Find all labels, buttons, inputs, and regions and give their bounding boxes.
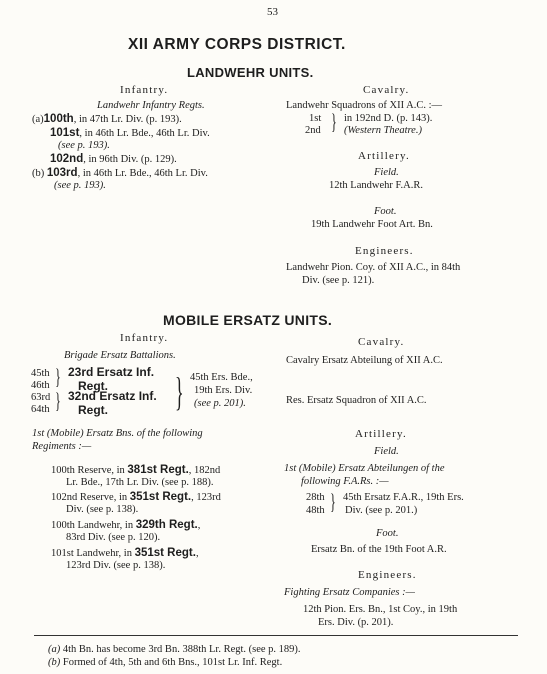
entry-text: , in 47th Lr. Div. (p. 193).: [73, 114, 182, 125]
cavalry-squadron: 2nd: [305, 125, 321, 136]
far-number: 48th: [306, 505, 325, 516]
mobile-entry-cont: 123rd Div. (see p. 138).: [66, 560, 166, 571]
ersatz-regiment-cont: Regt.: [78, 379, 108, 393]
entry-text: , in 46th Lr. Bde., 46th Lr. Div.: [79, 128, 210, 139]
mobile-entry-cont: 83rd Div. (see p. 120).: [66, 532, 161, 543]
mobile-entry: [51, 464, 220, 477]
mobile-heading: Regiments :—: [32, 441, 92, 452]
engineers-text: Div. (see p. 121).: [302, 275, 375, 286]
brace-symbol: }: [175, 369, 184, 414]
regiment-number: 329th Regt.: [135, 519, 198, 531]
mobile-entry-cont: Lr. Bde., 17th Lr. Div. (see p. 188).: [66, 477, 214, 488]
brigade-text: (see p. 201).: [194, 398, 246, 409]
ersatz-heading: MOBILE ERSATZ UNITS.: [163, 312, 333, 328]
regiment-number: 101st: [50, 127, 80, 139]
foot-subheading: Foot.: [376, 528, 399, 539]
mobile-heading: 1st (Mobile) Ersatz Bns. of the following: [32, 428, 203, 439]
brace-symbol: }: [330, 489, 336, 514]
engineers-text: Landwehr Pion. Coy. of XII A.C., in 84th: [286, 262, 461, 273]
landwehr-infantry-entry: [32, 113, 182, 126]
page-title: XII ARMY CORPS DISTRICT.: [128, 36, 346, 53]
cavalry-squadron: 1st: [309, 113, 322, 124]
foot-subheading: Foot.: [374, 206, 397, 217]
engineers-text: 12th Pion. Ers. Bn., 1st Coy., in 19th: [303, 604, 458, 615]
page-number: 53: [267, 6, 278, 18]
regiment-number: 102nd: [50, 153, 84, 165]
mobile-entry: [51, 519, 200, 532]
cavalry-destination: in 192nd D. (p. 143).: [344, 113, 433, 124]
footnote-text: Formed of 4th, 5th and 6th Bns., 101st Lr. Inf. Regt.: [62, 657, 283, 668]
regiment-number: 381st Regt.: [127, 464, 189, 476]
landwehr-heading: LANDWEHR UNITS.: [187, 65, 314, 80]
footnote-mark: (b): [32, 168, 45, 179]
ersatz-artillery-heading: Artillery.: [355, 428, 407, 440]
footnote-divider: [34, 635, 518, 636]
footnote-text: 4th Bn. has become 3rd Bn. 388th Lr. Regt. (see p. 189).: [62, 644, 301, 655]
battalion-number: 64th: [31, 404, 50, 415]
cavalry-destination: (Western Theatre.): [344, 125, 422, 136]
footnote-mark: (a): [32, 114, 44, 125]
ersatz-infantry-subheading: Brigade Ersatz Battalions.: [64, 350, 176, 361]
regiment-number: 351st Regt.: [129, 491, 192, 503]
far-destination: 45th Ersatz F.A.R., 19th Ers.: [343, 492, 464, 503]
brace-symbol: }: [331, 109, 337, 134]
landwehr-infantry-entry: [50, 127, 210, 140]
footnote: [48, 644, 301, 656]
mobile-artillery-heading: following F.A.Rs. :—: [301, 476, 389, 487]
landwehr-infantry-entry: [50, 153, 177, 166]
landwehr-infantry-subheading: Landwehr Infantry Regts.: [97, 100, 205, 111]
entry-text: ,: [197, 520, 201, 531]
battalion-number: 46th: [31, 380, 50, 391]
field-subheading: Field.: [374, 446, 399, 457]
entry-text: 100th Landwehr, in: [51, 520, 136, 531]
entry-continuation: (see p. 193).: [58, 140, 110, 151]
footnote: [48, 657, 282, 669]
ersatz-cavalry-text: Cavalry Ersatz Abteilung of XII A.C.: [286, 355, 443, 366]
mobile-artillery-heading: 1st (Mobile) Ersatz Abteilungen of the: [284, 463, 445, 474]
foot-artillery-text: 19th Landwehr Foot Art. Bn.: [311, 219, 433, 230]
mobile-entry-cont: Div. (see p. 138).: [66, 504, 139, 515]
battalion-number: 63rd: [31, 392, 51, 403]
regiment-number: 100th: [43, 113, 74, 125]
entry-text: 102nd Reserve, in: [51, 492, 130, 503]
field-subheading: Field.: [374, 167, 399, 178]
engineers-subheading: Fighting Ersatz Companies :—: [284, 587, 415, 598]
engineers-text: Ers. Div. (p. 201).: [318, 617, 394, 628]
entry-continuation: (see p. 193).: [54, 180, 106, 191]
landwehr-infantry-heading: Infantry.: [120, 84, 169, 96]
landwehr-infantry-entry: [32, 167, 208, 180]
brigade-text: 45th Ers. Bde.,: [190, 372, 253, 383]
entry-text: , in 46th Lr. Bde., 46th Lr. Div.: [77, 168, 208, 179]
landwehr-artillery-heading: Artillery.: [358, 150, 410, 162]
brigade-text: 19th Ers. Div.: [194, 385, 253, 396]
entry-text: , 182nd: [188, 465, 221, 476]
entry-text: , in 96th Div. (p. 129).: [83, 154, 177, 165]
ersatz-cavalry-text: Res. Ersatz Squadron of XII A.C.: [286, 395, 427, 406]
field-artillery-text: 12th Landwehr F.A.R.: [329, 180, 423, 191]
foot-artillery-text: Ersatz Bn. of the 19th Foot A.R.: [311, 544, 447, 555]
brace-symbol: }: [55, 388, 61, 413]
battalion-number: 45th: [31, 368, 50, 379]
entry-text: ,: [195, 548, 199, 559]
ersatz-regiment: 23rd Ersatz Inf.: [68, 365, 155, 379]
brace-symbol: }: [55, 364, 61, 389]
regiment-number: 351st Regt.: [134, 547, 196, 559]
entry-text: 100th Reserve, in: [51, 465, 128, 476]
footnote-mark: (a): [48, 644, 61, 655]
ersatz-cavalry-heading: Cavalry.: [358, 336, 405, 348]
regiment-number: 103rd: [46, 167, 78, 179]
ersatz-regiment: 32nd Ersatz Inf.: [68, 389, 157, 403]
landwehr-cavalry-text: Landwehr Squadrons of XII A.C. :—: [286, 100, 443, 111]
mobile-entry: [51, 491, 221, 504]
mobile-entry: [51, 547, 199, 560]
landwehr-engineers-heading: Engineers.: [355, 245, 414, 257]
far-destination: Div. (see p. 201.): [345, 505, 418, 516]
ersatz-engineers-heading: Engineers.: [358, 569, 417, 581]
footnote-mark: (b): [48, 657, 61, 668]
landwehr-cavalry-heading: Cavalry.: [363, 84, 410, 96]
far-number: 28th: [306, 492, 325, 503]
entry-text: , 123rd: [191, 492, 221, 503]
ersatz-regiment-cont: Regt.: [78, 403, 108, 417]
ersatz-infantry-heading: Infantry.: [120, 332, 169, 344]
entry-text: 101st Landwehr, in: [51, 548, 135, 559]
